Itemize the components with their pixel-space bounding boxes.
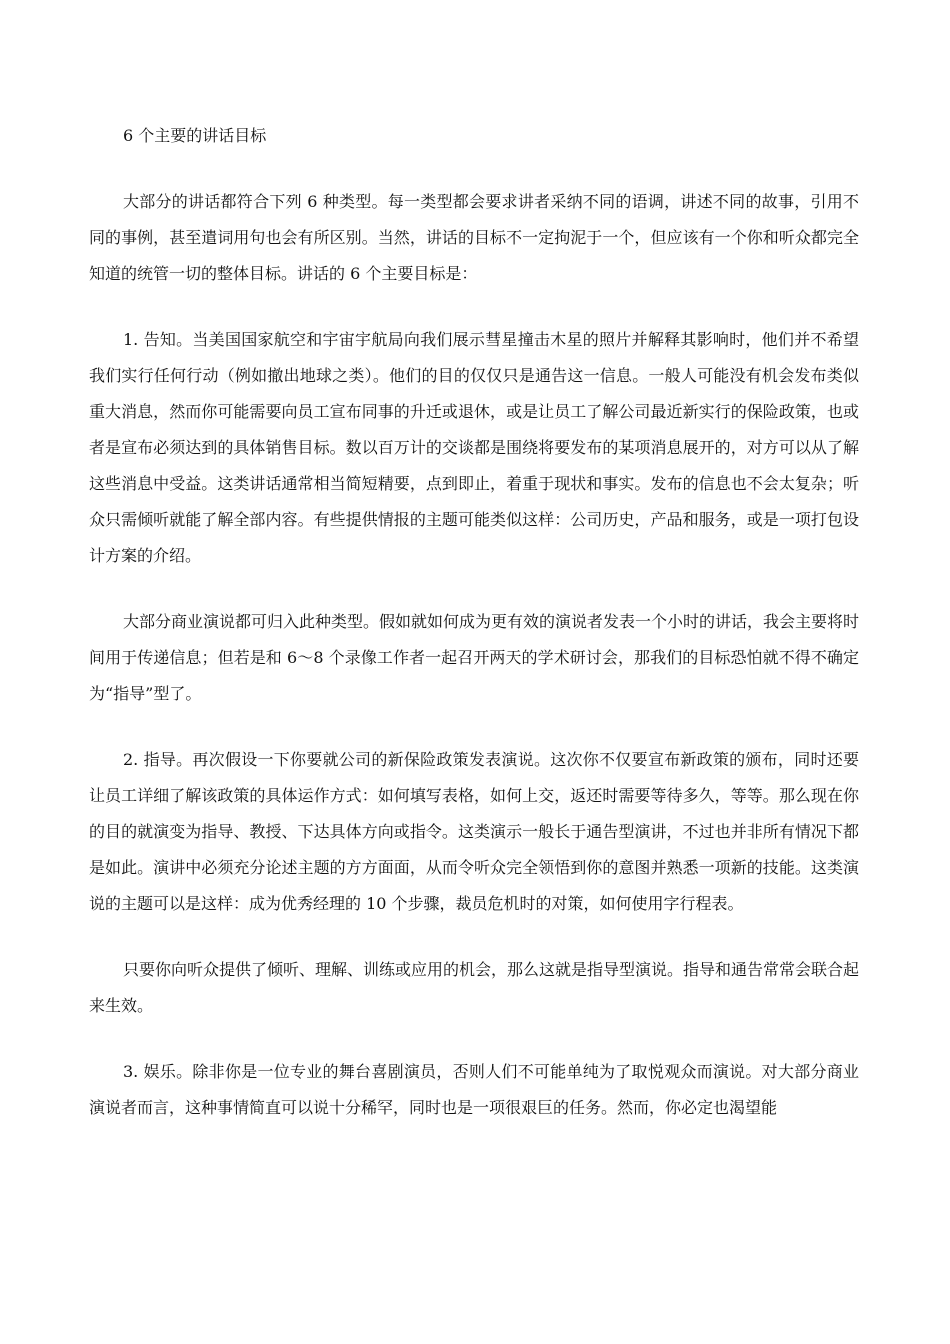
paragraph-inform: 1. 告知。当美国国家航空和宇宙宇航局向我们展示彗星撞击木星的照片并解释其影响时，他们并不希望我们实行任何行动（例如撤出地球之类）。他们的目的仅仅只是通告这一信息。一般人可能没有机会发布类似重大消息，然而你可能需要向员工宣布同事的升迁或退休，或是让员工了解公司最近新实行的保险政策，也或者是宣布必须达到的具体销售目标。数以百万计的交谈都是围绕将要发布的某项消息展开的，对方可以从了解这些消息中受益。这类讲话通常相当简短精要，点到即止，着重于现状和事实。发布的信息也不会太复杂；听众只需倾听就能了解全部内容。有些提供情报的主题可能类似这样：公司历史，产品和服务，或是一项打包设计方案的介绍。 [89, 330, 859, 565]
spacer [89, 292, 859, 322]
spacer [89, 574, 859, 604]
spacer [89, 922, 859, 952]
paragraph-instruct-summary: 只要你向听众提供了倾听、理解、训练或应用的机会，那么这就是指导型演说。指导和通告常常会联合起来生效。 [89, 960, 860, 1015]
spacer [89, 712, 859, 742]
document-page [89, 118, 859, 1126]
spacer [89, 1024, 859, 1054]
spacer [89, 154, 859, 184]
document-title: 6 个主要的讲话目标 [123, 126, 267, 145]
paragraph-instruct: 2. 指导。再次假设一下你要就公司的新保险政策发表演说。这次你不仅要宣布新政策的颁布，同时还要让员工详细了解该政策的具体运作方式：如何填写表格，如何上交，返还时需要等待多久，等等。那么现在你的目的就演变为指导、教授、下达具体方向或指令。这类演示一般长于通告型演讲，不过也并非所有情况下都是如此。演讲中必须充分论述主题的方方面面，从而令听众完全领悟到你的意图并熟悉一项新的技能。这类演说的主题可以是这样：成为优秀经理的 10 个步骤，裁员危机时的对策，如何使用字行程表。 [89, 750, 859, 913]
paragraph-intro: 大部分的讲话都符合下列 6 种类型。每一类型都会要求讲者采纳不同的语调，讲述不同的故事，引用不同的事例，甚至遣词用句也会有所区别。当然，讲话的目标不一定拘泥于一个，但应该有一个你和听众都完全知道的统管一切的整体目标。讲话的 6 个主要目标是： [89, 192, 859, 283]
paragraph-entertain: 3. 娱乐。除非你是一位专业的舞台喜剧演员，否则人们不可能单纯为了取悦观众而演说。对大部分商业演说者而言，这种事情简直可以说十分稀罕，同时也是一项很艰巨的任务。然而，你必定也渴望能 [89, 1062, 859, 1117]
paragraph-business-speech: 大部分商业演说都可归入此种类型。假如就如何成为更有效的演说者发表一个小时的讲话，我会主要将时间用于传递信息；但若是和 6～8 个录像工作者一起召开两天的学术研讨会，那我们的目标恐怕就不得不确定为“指导”型了。 [89, 612, 860, 703]
